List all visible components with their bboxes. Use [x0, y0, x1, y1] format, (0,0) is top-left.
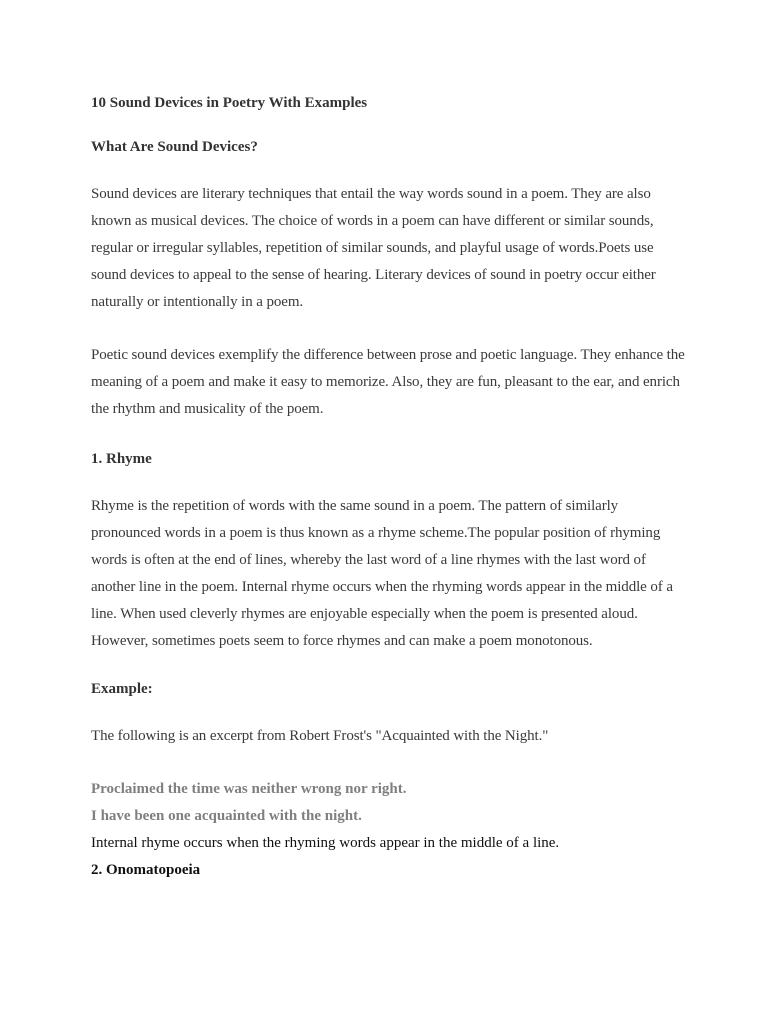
quote-line-1: Proclaimed the time was neither wrong nor right.: [91, 781, 407, 797]
paragraph-sound-devices-definition: Sound devices are literary techniques that entail the way words sound in a poem. They are also known as musical devices. The choice of words in a poem can have different or similar sounds, regular or irregular syllables, repetition of similar sounds, and playful usage of words.Poets use sound devices to appeal to the sense of hearing. Literary devices of sound in poetry occur either naturally or intentionally in a poem.: [91, 186, 656, 310]
example-intro: The following is an excerpt from Robert Frost's "Acquainted with the Night.": [91, 728, 549, 744]
heading-onomatopoeia: 2. Onomatopoeia: [91, 862, 201, 878]
heading-rhyme: 1. Rhyme: [91, 451, 152, 467]
example-label: Example:: [91, 681, 153, 697]
internal-rhyme-note: Internal rhyme occurs when the rhyming words appear in the middle of a line.: [91, 835, 560, 851]
paragraph-sound-devices-purpose: Poetic sound devices exemplify the difference between prose and poetic language. They enhance the meaning of a poem and make it easy to memorize. Also, they are fun, pleasant to the ear, and enrich the rhythm and musicality of the poem.: [91, 347, 685, 417]
paragraph-rhyme-definition: Rhyme is the repetition of words with the same sound in a poem. The pattern of similarly pronounced words in a poem is thus known as a rhyme scheme.The popular position of rhyming words is often at the end of lines, whereby the last word of a line rhymes with the last word of another line in the poem. Internal rhyme occurs when the rhyming words appear in the middle of a line. When used cleverly rhymes are enjoyable especially when the poem is presented aloud. However, sometimes poets seem to force rhymes and can make a poem monotonous.: [91, 498, 673, 649]
quote-line-2: I have been one acquainted with the night.: [91, 808, 362, 824]
document-body: [91, 92, 691, 884]
document-title: 10 Sound Devices in Poetry With Examples: [91, 95, 368, 111]
heading-what-are-sound-devices: What Are Sound Devices?: [91, 139, 258, 155]
